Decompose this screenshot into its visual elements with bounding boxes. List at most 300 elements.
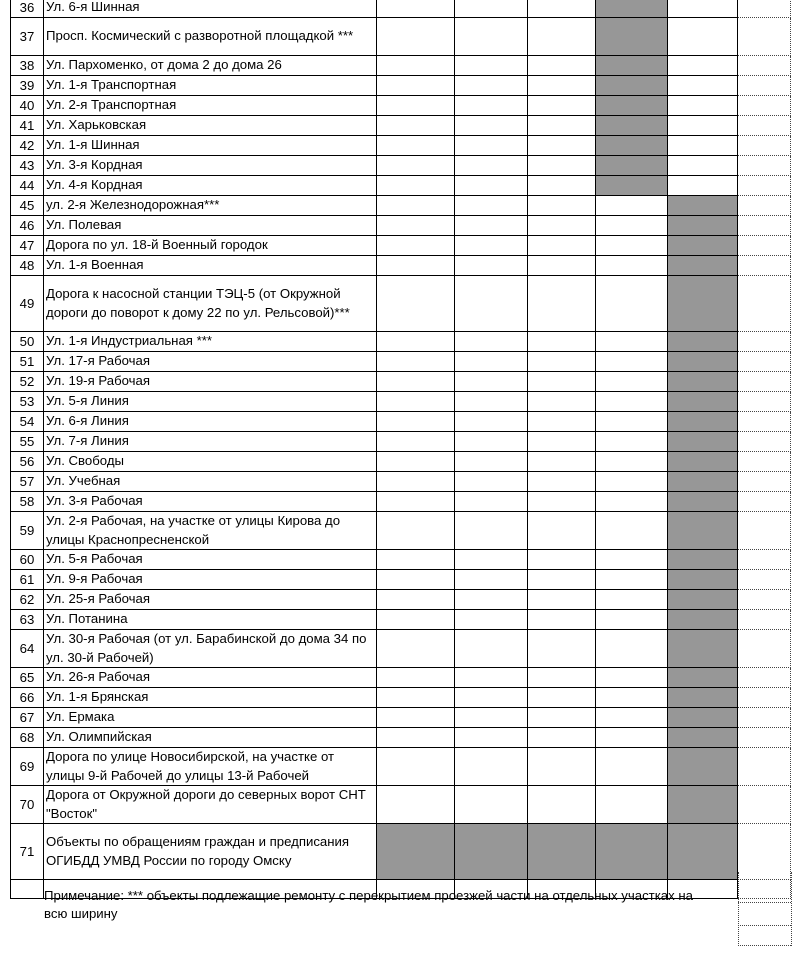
schedule-cell (455, 748, 528, 786)
schedule-cell (528, 412, 596, 432)
schedule-cell (596, 708, 668, 728)
table-row (11, 786, 791, 824)
schedule-cell (668, 276, 738, 332)
extra-cell (738, 0, 791, 18)
table-row (11, 0, 791, 18)
road-name: Ул. Свободы (44, 452, 377, 472)
row-number: 66 (11, 688, 44, 708)
schedule-cell (455, 176, 528, 196)
schedule-cell (377, 630, 455, 668)
extra-cell (738, 688, 791, 708)
table-row (11, 748, 791, 786)
row-number: 67 (11, 708, 44, 728)
road-name: Ул. 26-я Рабочая (44, 668, 377, 688)
row-number: 69 (11, 748, 44, 786)
schedule-cell (596, 668, 668, 688)
table-row (11, 570, 791, 590)
schedule-cell (668, 630, 738, 668)
schedule-cell (528, 708, 596, 728)
schedule-cell (455, 630, 528, 668)
schedule-cell (596, 748, 668, 786)
schedule-cell (596, 276, 668, 332)
dotted-column-right-edge (791, 872, 792, 946)
schedule-cell (377, 748, 455, 786)
extra-cell (738, 332, 791, 352)
row-number: 61 (11, 570, 44, 590)
table-row (11, 668, 791, 688)
schedule-cell (528, 452, 596, 472)
extra-cell (738, 76, 791, 96)
schedule-cell (668, 0, 738, 18)
schedule-cell (377, 96, 455, 116)
schedule-cell (668, 352, 738, 372)
road-name: Ул. Учебная (44, 472, 377, 492)
schedule-cell (377, 332, 455, 352)
schedule-cell (455, 18, 528, 56)
schedule-cell (377, 668, 455, 688)
row-number: 40 (11, 96, 44, 116)
schedule-cell (377, 728, 455, 748)
schedule-cell (668, 610, 738, 630)
schedule-cell (528, 176, 596, 196)
schedule-cell (596, 76, 668, 96)
schedule-cell (528, 96, 596, 116)
road-name: Ул. Олимпийская (44, 728, 377, 748)
schedule-cell (377, 412, 455, 432)
road-name: Ул. 1-я Транспортная (44, 76, 377, 96)
schedule-cell (377, 216, 455, 236)
table-row (11, 432, 791, 452)
schedule-cell (377, 610, 455, 630)
schedule-cell (377, 472, 455, 492)
schedule-cell (668, 472, 738, 492)
row-number: 48 (11, 256, 44, 276)
schedule-cell (596, 236, 668, 256)
road-name: Дорога по улице Новосибирской, на участке от улицы 9-й Рабочей до улицы 13-й Рабочей (44, 748, 377, 786)
schedule-cell (455, 372, 528, 392)
schedule-cell (528, 236, 596, 256)
table-row (11, 472, 791, 492)
road-name: Ул. 5-я Рабочая (44, 550, 377, 570)
row-number: 63 (11, 610, 44, 630)
extra-cell (738, 708, 791, 728)
table-row (11, 590, 791, 610)
road-name: Ул. 1-я Военная (44, 256, 377, 276)
schedule-cell (596, 432, 668, 452)
road-name: Ул. 19-я Рабочая (44, 372, 377, 392)
schedule-cell (377, 708, 455, 728)
schedule-cell (668, 156, 738, 176)
schedule-cell (455, 550, 528, 570)
schedule-cell (668, 116, 738, 136)
schedule-cell (528, 116, 596, 136)
row-number: 47 (11, 236, 44, 256)
schedule-cell (668, 728, 738, 748)
extra-cell (738, 116, 791, 136)
table-row (11, 352, 791, 372)
schedule-cell (455, 392, 528, 412)
schedule-cell (528, 630, 596, 668)
schedule-cell (668, 256, 738, 276)
schedule-cell (455, 156, 528, 176)
schedule-cell (528, 76, 596, 96)
schedule-cell (455, 412, 528, 432)
schedule-cell (377, 56, 455, 76)
schedule-cell (528, 590, 596, 610)
row-number: 46 (11, 216, 44, 236)
schedule-cell (596, 570, 668, 590)
row-number: 36 (11, 0, 44, 18)
schedule-cell (528, 392, 596, 412)
schedule-cell (455, 472, 528, 492)
schedule-cell (528, 216, 596, 236)
row-number: 45 (11, 196, 44, 216)
extra-cell (738, 18, 791, 56)
schedule-cell (668, 708, 738, 728)
schedule-cell (668, 18, 738, 56)
schedule-cell (596, 136, 668, 156)
schedule-cell (528, 196, 596, 216)
schedule-cell (528, 728, 596, 748)
extra-cell (738, 412, 791, 432)
schedule-cell (528, 56, 596, 76)
schedule-cell (668, 570, 738, 590)
road-name: Ул. 7-я Линия (44, 432, 377, 452)
extra-cell (738, 550, 791, 570)
schedule-cell (377, 18, 455, 56)
schedule-cell (668, 748, 738, 786)
table-row (11, 18, 791, 56)
schedule-cell (668, 176, 738, 196)
extra-cell (738, 748, 791, 786)
roads-table (10, 0, 791, 899)
schedule-cell (377, 590, 455, 610)
road-name: Ул. 4-я Кордная (44, 176, 377, 196)
schedule-cell (528, 256, 596, 276)
road-name: Ул. 9-я Рабочая (44, 570, 377, 590)
schedule-cell (596, 332, 668, 352)
road-name: Ул. 1-я Брянская (44, 688, 377, 708)
schedule-cell (455, 590, 528, 610)
row-number: 51 (11, 352, 44, 372)
schedule-cell (455, 492, 528, 512)
table-row (11, 116, 791, 136)
road-name: Дорога от Окружной дороги до северных ворот СНТ "Восток" (44, 786, 377, 824)
row-number: 59 (11, 512, 44, 550)
road-name: Дорога к насосной станции ТЭЦ-5 (от Окружной дороги до поворот к дому 22 по ул. Рельсовой)*** (44, 276, 377, 332)
schedule-cell (377, 550, 455, 570)
schedule-cell (455, 332, 528, 352)
schedule-cell (528, 492, 596, 512)
schedule-cell (668, 412, 738, 432)
schedule-cell (377, 392, 455, 412)
row-number: 68 (11, 728, 44, 748)
schedule-cell (528, 786, 596, 824)
schedule-cell (455, 216, 528, 236)
schedule-cell (528, 824, 596, 880)
schedule-cell (455, 96, 528, 116)
row-number: 43 (11, 156, 44, 176)
row-number (11, 880, 44, 899)
table-row (11, 452, 791, 472)
dotted-line (738, 902, 791, 903)
schedule-cell (528, 570, 596, 590)
schedule-cell (528, 0, 596, 18)
row-number: 44 (11, 176, 44, 196)
schedule-cell (596, 610, 668, 630)
table-row (11, 236, 791, 256)
row-number: 55 (11, 432, 44, 452)
schedule-cell (528, 512, 596, 550)
schedule-cell (596, 392, 668, 412)
schedule-cell (377, 256, 455, 276)
schedule-cell (596, 590, 668, 610)
row-number: 60 (11, 550, 44, 570)
schedule-cell (455, 786, 528, 824)
row-number: 58 (11, 492, 44, 512)
row-number: 57 (11, 472, 44, 492)
road-name: Ул. Пархоменко, от дома 2 до дома 26 (44, 56, 377, 76)
schedule-cell (455, 76, 528, 96)
table-row (11, 96, 791, 116)
schedule-cell (455, 56, 528, 76)
dotted-line (738, 945, 791, 946)
schedule-cell (596, 156, 668, 176)
table-row (11, 156, 791, 176)
schedule-cell (596, 372, 668, 392)
schedule-cell (668, 196, 738, 216)
table-row (11, 196, 791, 216)
road-name: Ул. 3-я Кордная (44, 156, 377, 176)
table-row (11, 216, 791, 236)
road-name: Ул. 6-я Шинная (44, 0, 377, 18)
schedule-cell (668, 786, 738, 824)
schedule-cell (455, 708, 528, 728)
extra-cell (738, 492, 791, 512)
row-number: 50 (11, 332, 44, 352)
schedule-cell (596, 824, 668, 880)
schedule-cell (528, 688, 596, 708)
road-name: Ул. 2-я Транспортная (44, 96, 377, 116)
road-name: Ул. 5-я Линия (44, 392, 377, 412)
schedule-cell (528, 18, 596, 56)
schedule-cell (668, 590, 738, 610)
schedule-cell (596, 728, 668, 748)
extra-cell (738, 452, 791, 472)
schedule-cell (596, 352, 668, 372)
schedule-cell (528, 156, 596, 176)
road-name: Объекты по обращениям граждан и предписания ОГИБДД УМВД России по городу Омску (44, 824, 377, 880)
schedule-cell (668, 512, 738, 550)
schedule-cell (668, 236, 738, 256)
schedule-cell (377, 512, 455, 550)
schedule-cell (377, 196, 455, 216)
extra-cell (738, 728, 791, 748)
schedule-cell (377, 492, 455, 512)
row-number: 70 (11, 786, 44, 824)
schedule-cell (668, 550, 738, 570)
schedule-cell (377, 176, 455, 196)
schedule-cell (377, 136, 455, 156)
schedule-cell (596, 216, 668, 236)
schedule-cell (596, 196, 668, 216)
schedule-cell (596, 256, 668, 276)
schedule-cell (455, 136, 528, 156)
table-row (11, 610, 791, 630)
road-name: Просп. Космический с разворотной площадкой *** (44, 18, 377, 56)
row-number: 53 (11, 392, 44, 412)
schedule-cell (455, 610, 528, 630)
extra-cell (738, 590, 791, 610)
schedule-cell (668, 668, 738, 688)
schedule-cell (377, 236, 455, 256)
schedule-cell (377, 452, 455, 472)
table-row (11, 332, 791, 352)
row-number: 65 (11, 668, 44, 688)
extra-cell (738, 392, 791, 412)
extra-cell (738, 56, 791, 76)
schedule-cell (596, 96, 668, 116)
schedule-cell (528, 610, 596, 630)
road-name: Ул. 1-я Шинная (44, 136, 377, 156)
extra-cell (738, 786, 791, 824)
schedule-cell (455, 432, 528, 452)
schedule-cell (377, 786, 455, 824)
schedule-cell (528, 748, 596, 786)
schedule-cell (668, 492, 738, 512)
schedule-cell (668, 824, 738, 880)
schedule-cell (528, 352, 596, 372)
schedule-cell (455, 668, 528, 688)
schedule-cell (528, 372, 596, 392)
schedule-cell (455, 236, 528, 256)
schedule-cell (668, 216, 738, 236)
schedule-cell (528, 668, 596, 688)
schedule-cell (377, 352, 455, 372)
road-name: Ул. 2-я Рабочая, на участке от улицы Кирова до улицы Краснопресненской (44, 512, 377, 550)
schedule-cell (596, 512, 668, 550)
extra-cell (738, 610, 791, 630)
table-row (11, 176, 791, 196)
row-number: 54 (11, 412, 44, 432)
extra-cell (738, 196, 791, 216)
road-name: Ул. 3-я Рабочая (44, 492, 377, 512)
schedule-cell (596, 492, 668, 512)
schedule-cell (377, 116, 455, 136)
road-name: Ул. 30-я Рабочая (от ул. Барабинской до дома 34 по ул. 30-й Рабочей) (44, 630, 377, 668)
road-name: Ул. 6-я Линия (44, 412, 377, 432)
extra-cell (738, 236, 791, 256)
schedule-cell (455, 824, 528, 880)
schedule-cell (455, 452, 528, 472)
schedule-cell (668, 392, 738, 412)
schedule-cell (377, 372, 455, 392)
schedule-cell (377, 824, 455, 880)
schedule-cell (668, 432, 738, 452)
road-name: Ул. 17-я Рабочая (44, 352, 377, 372)
extra-cell (738, 372, 791, 392)
table-row (11, 256, 791, 276)
schedule-cell (596, 0, 668, 18)
footnote: Примечание: *** объекты подлежащие ремонту с перекрытием проезжей части на отдельных участках на всю ширину (44, 888, 693, 921)
road-name: Ул. Харьковская (44, 116, 377, 136)
schedule-cell (528, 136, 596, 156)
schedule-cell (377, 0, 455, 18)
schedule-cell (377, 276, 455, 332)
road-name: Ул. 1-я Индустриальная *** (44, 332, 377, 352)
table-row (11, 512, 791, 550)
schedule-cell (596, 452, 668, 472)
extra-cell (738, 512, 791, 550)
schedule-cell (377, 76, 455, 96)
extra-cell (738, 824, 791, 880)
schedule-cell (596, 472, 668, 492)
schedule-cell (455, 570, 528, 590)
schedule-cell (455, 0, 528, 18)
schedule-cell (668, 136, 738, 156)
table-row (11, 372, 791, 392)
table-row (11, 550, 791, 570)
extra-cell (738, 668, 791, 688)
extra-cell (738, 216, 791, 236)
row-number: 52 (11, 372, 44, 392)
table-row (11, 136, 791, 156)
schedule-cell (596, 116, 668, 136)
extra-cell (738, 156, 791, 176)
extra-cell (738, 432, 791, 452)
schedule-cell (596, 176, 668, 196)
road-name: Ул. Полевая (44, 216, 377, 236)
schedule-cell (596, 18, 668, 56)
table-row (11, 688, 791, 708)
schedule-cell (668, 332, 738, 352)
schedule-cell (596, 550, 668, 570)
schedule-cell (668, 452, 738, 472)
schedule-cell (377, 156, 455, 176)
schedule-cell (596, 786, 668, 824)
row-number: 41 (11, 116, 44, 136)
table-row (11, 630, 791, 668)
row-number: 64 (11, 630, 44, 668)
extra-cell (738, 96, 791, 116)
schedule-cell (596, 56, 668, 76)
table-row (11, 492, 791, 512)
schedule-cell (377, 432, 455, 452)
extra-cell (738, 472, 791, 492)
table-row (11, 728, 791, 748)
table-row (11, 824, 791, 880)
schedule-cell (528, 550, 596, 570)
table-body (11, 0, 791, 899)
schedule-cell (528, 432, 596, 452)
schedule-cell (668, 372, 738, 392)
row-number: 38 (11, 56, 44, 76)
row-number: 49 (11, 276, 44, 332)
extra-cell (738, 570, 791, 590)
row-number: 42 (11, 136, 44, 156)
schedule-cell (455, 728, 528, 748)
schedule-cell (668, 76, 738, 96)
schedule-cell (528, 276, 596, 332)
road-name: Ул. 25-я Рабочая (44, 590, 377, 610)
extra-cell (738, 256, 791, 276)
schedule-cell (455, 512, 528, 550)
extra-cell (738, 352, 791, 372)
road-name: ул. 2-я Железнодорожная*** (44, 196, 377, 216)
schedule-cell (455, 116, 528, 136)
schedule-cell (377, 570, 455, 590)
extra-cell (738, 630, 791, 668)
